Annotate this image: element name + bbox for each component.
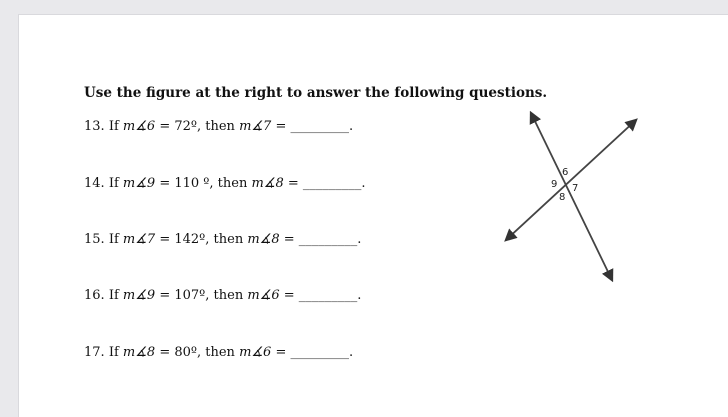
question-number: 17. bbox=[84, 345, 105, 360]
question-number: 14. bbox=[84, 176, 105, 191]
question-15: 15. If m∡7 = 142º, then m∡8 = _________. bbox=[84, 232, 362, 247]
answer-blank: = _________. bbox=[283, 176, 366, 191]
question-14: 14. If m∡9 = 110 º, then m∡8 = _________. bbox=[84, 176, 366, 191]
line-2 bbox=[531, 113, 612, 280]
angle-7-label: 7 bbox=[572, 183, 579, 194]
line-1 bbox=[506, 120, 636, 240]
question-17: 17. If m∡8 = 80º, then m∡6 = _________. bbox=[84, 345, 354, 360]
question-number: 13. bbox=[84, 119, 105, 134]
question-number: 15. bbox=[84, 232, 105, 247]
answer-blank: = _________. bbox=[271, 119, 354, 134]
angle-8-label: 8 bbox=[559, 192, 566, 203]
angle-9-label: 9 bbox=[551, 179, 558, 190]
question-13: 13. If m∡6 = 72º, then m∡7 = _________. bbox=[84, 119, 354, 134]
answer-blank: = _________. bbox=[279, 232, 362, 247]
answer-blank: = _________. bbox=[271, 345, 354, 360]
angle-6-label: 6 bbox=[562, 167, 569, 178]
instructions-heading: Use the figure at the right to answer the following questions. bbox=[84, 85, 548, 101]
question-number: 16. bbox=[84, 288, 105, 303]
question-16: 16. If m∡9 = 107º, then m∡6 = _________. bbox=[84, 288, 362, 303]
answer-blank: = _________. bbox=[279, 288, 362, 303]
